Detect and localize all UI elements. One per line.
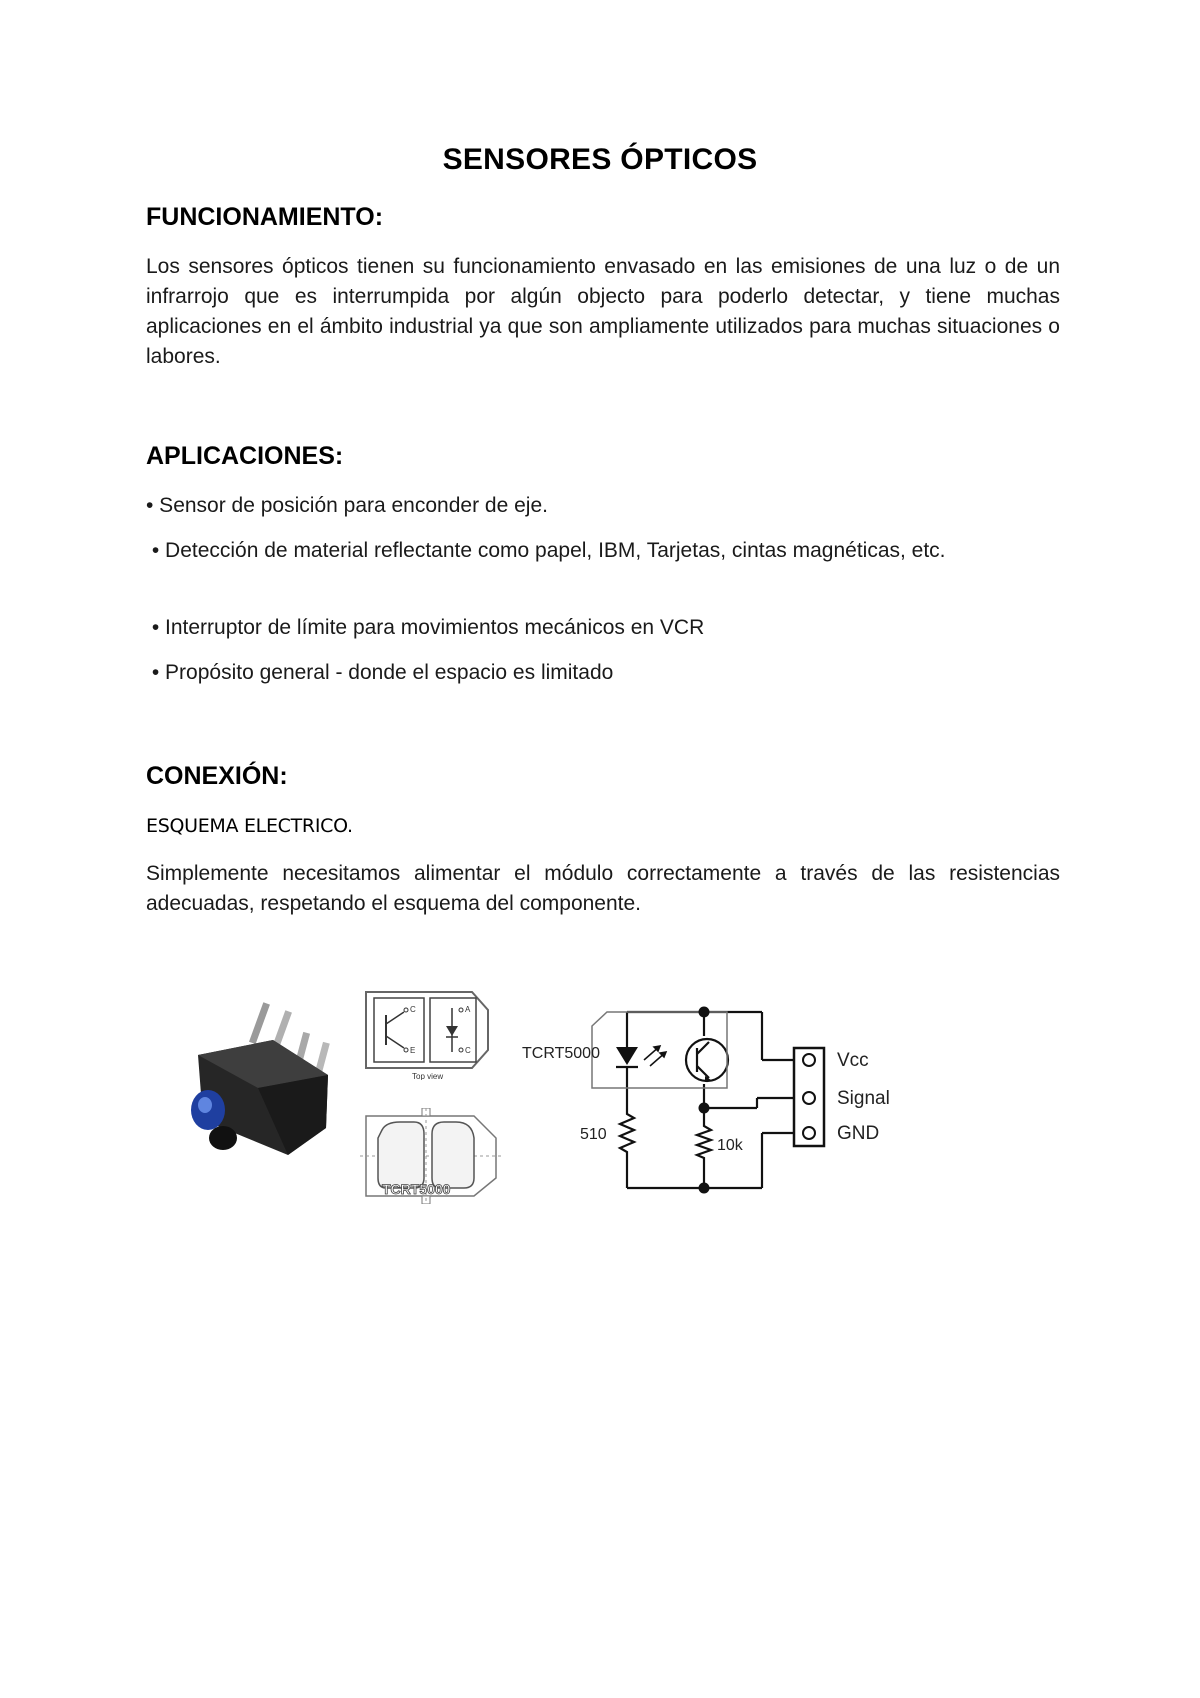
list-item: • Propósito general - donde el espacio es limitado: [146, 661, 614, 684]
pin-c-label: C: [410, 1005, 416, 1014]
pin-vcc-label: Vcc: [837, 1050, 869, 1071]
pin-e-label: E: [410, 1046, 416, 1055]
top-view-caption: Top view: [412, 1072, 444, 1080]
pinout-top-view: [364, 990, 490, 1080]
pin-k-label: C: [465, 1046, 471, 1055]
resistor-510-label: 510: [580, 1126, 607, 1143]
document-title: SENSORES ÓPTICOS: [442, 143, 758, 176]
schematic-part-label: TCRT5000: [522, 1045, 600, 1062]
package-outline: [356, 1108, 506, 1204]
pin-signal-label: Signal: [837, 1088, 890, 1109]
heading-conexion: CONEXIÓN:: [146, 762, 288, 790]
heading-aplicaciones: APLICACIONES:: [146, 442, 344, 470]
schematic-diagram: [512, 990, 892, 1205]
pin-gnd-label: GND: [837, 1123, 880, 1144]
pin-a-label: A: [465, 1005, 471, 1014]
conexion-paragraph: Simplemente necesitamos alimentar el módulo correctamente a través de las resistencias adecuadas, respetando el esquema del componente.: [146, 862, 1060, 915]
list-item: • Sensor de posición para enconder de eje.: [146, 494, 548, 517]
funcionamiento-paragraph: Los sensores ópticos tienen su funcionamiento envasado en las emisiones de una luz o de un infrarrojo que es interrumpida por algún objecto para poderlo detectar, y tiene muchas aplicaciones en el ámbito industrial ya que son ampliamente utilizados para muchas situaciones o labores.: [146, 255, 1060, 368]
resistor-10k-label: 10k: [717, 1137, 743, 1154]
heading-funcionamiento: FUNCIONAMIENTO:: [146, 203, 384, 231]
subheading-esquema: ESQUEMA ELECTRICO.: [146, 815, 353, 837]
list-item: • Detección de material reflectante como papel, IBM, Tarjetas, cintas magnéticas, etc.: [146, 539, 946, 562]
package-label: TCRT5000: [382, 1181, 451, 1197]
list-item: • Interruptor de límite para movimientos mecánicos en VCR: [146, 616, 705, 639]
sensor-photo: [178, 1000, 338, 1165]
